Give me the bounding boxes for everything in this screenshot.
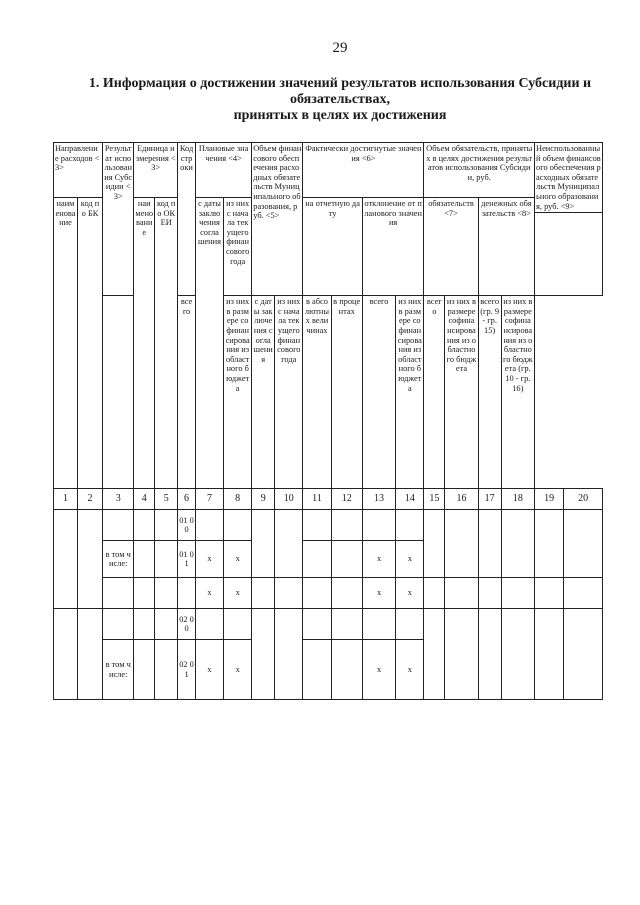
data-cell bbox=[445, 578, 478, 609]
data-cell bbox=[362, 510, 395, 541]
header-unused-total: всего (гр. 9 - гр. 15) bbox=[478, 296, 501, 489]
header-funding-total: всего bbox=[178, 296, 196, 489]
column-number: 5 bbox=[155, 489, 178, 510]
column-number: 4 bbox=[134, 489, 155, 510]
column-number: 8 bbox=[224, 489, 252, 510]
data-cell bbox=[103, 578, 134, 609]
data-cell bbox=[564, 578, 603, 609]
header-unused: Неиспользованный объем финансового обеспечения расходных обязательств Муниципального образования, руб. <9> bbox=[535, 143, 603, 213]
row-code: 02 00 bbox=[178, 609, 196, 640]
x-mark: х bbox=[224, 578, 252, 609]
header-deviation-percent: в процентах bbox=[331, 296, 362, 489]
column-number: 14 bbox=[396, 489, 424, 510]
row-code: 01 00 bbox=[178, 510, 196, 541]
column-number: 19 bbox=[535, 489, 564, 510]
results-table bbox=[53, 142, 603, 700]
data-cell bbox=[424, 609, 445, 700]
x-mark: х bbox=[396, 541, 424, 578]
data-cell bbox=[564, 609, 603, 700]
data-cell bbox=[396, 510, 424, 541]
data-cell bbox=[54, 609, 78, 700]
column-number: 20 bbox=[564, 489, 603, 510]
header-result: Результат использования Субсидии <3> bbox=[103, 143, 134, 296]
header-deviation-absolute: в абсолютных величинах bbox=[303, 296, 331, 489]
column-number: 2 bbox=[78, 489, 103, 510]
x-mark: х bbox=[224, 640, 252, 700]
title-line-1: 1. Информация о достижении значений результатов использования Субсидии и bbox=[88, 76, 592, 91]
column-number: 11 bbox=[303, 489, 331, 510]
data-cell bbox=[501, 609, 534, 700]
header-bk-code: код по БК bbox=[78, 198, 103, 489]
column-number: 9 bbox=[252, 489, 275, 510]
x-mark: х bbox=[396, 578, 424, 609]
column-number: 13 bbox=[362, 489, 395, 510]
data-cell bbox=[103, 609, 134, 640]
data-cell bbox=[178, 578, 196, 609]
data-cell bbox=[331, 541, 362, 578]
header-actual: Фактически достигнутые значения <6> bbox=[303, 143, 424, 198]
data-cell bbox=[396, 609, 424, 640]
header-unit: Единица измерения <3> bbox=[134, 143, 178, 198]
data-cell bbox=[535, 609, 564, 700]
column-number: 3 bbox=[103, 489, 134, 510]
data-cell bbox=[303, 609, 331, 640]
column-number: 17 bbox=[478, 489, 501, 510]
data-cell bbox=[275, 578, 303, 609]
data-cell bbox=[134, 510, 155, 541]
data-cell bbox=[362, 609, 395, 640]
header-planned: Плановые значения <4> bbox=[195, 143, 251, 198]
data-cell bbox=[445, 609, 478, 700]
header-obligations-cofin: из них в размере софинансирования из областного бюджета bbox=[396, 296, 424, 489]
data-cell bbox=[275, 609, 303, 700]
data-cell bbox=[155, 609, 178, 640]
title-line-2: обязательствах, bbox=[290, 92, 390, 107]
row-code: 01 01 bbox=[178, 541, 196, 578]
column-number: 16 bbox=[445, 489, 478, 510]
header-unused-cofin: из них в размере софинансирования из областного бюджета (гр. 10 - гр. 16) bbox=[501, 296, 534, 489]
header-funding-cofin: из них в размере софинансирования из областного бюджета bbox=[224, 296, 252, 489]
x-mark: х bbox=[362, 578, 395, 609]
data-cell bbox=[535, 510, 564, 578]
data-cell bbox=[134, 640, 155, 700]
x-mark: х bbox=[195, 640, 223, 700]
incl-label: в том числе: bbox=[103, 541, 134, 578]
header-planned-from-year-start: из них с начала текущего финансового года bbox=[224, 198, 252, 296]
data-cell bbox=[252, 578, 275, 609]
header-direction: Направление расходов <3> bbox=[54, 143, 103, 198]
column-number: 6 bbox=[178, 489, 196, 510]
column-number: 18 bbox=[501, 489, 534, 510]
header-planned-from-agreement: с даты заключения соглашения bbox=[195, 198, 223, 489]
header-unused-cont bbox=[535, 213, 603, 296]
header-unit-name: наименование bbox=[134, 198, 155, 489]
data-cell bbox=[564, 510, 603, 578]
data-cell bbox=[331, 578, 362, 609]
data-cell bbox=[134, 609, 155, 640]
data-cell bbox=[478, 510, 501, 578]
header-funding: Объем финансового обеспечения расходных обязательств Муниципального образования, руб. <5> bbox=[252, 143, 303, 296]
data-cell bbox=[155, 640, 178, 700]
page-number: 29 bbox=[332, 40, 348, 56]
data-cell bbox=[78, 510, 103, 609]
data-cell bbox=[252, 510, 275, 578]
data-cell bbox=[275, 510, 303, 578]
data-cell bbox=[195, 510, 223, 541]
data-cell bbox=[303, 510, 331, 541]
column-number: 10 bbox=[275, 489, 303, 510]
data-cell bbox=[331, 510, 362, 541]
data-cell bbox=[134, 541, 155, 578]
data-cell bbox=[535, 578, 564, 609]
data-cell bbox=[478, 609, 501, 700]
data-cell bbox=[155, 510, 178, 541]
data-cell bbox=[303, 640, 331, 700]
data-cell bbox=[195, 609, 223, 640]
data-cell bbox=[134, 578, 155, 609]
data-cell bbox=[224, 510, 252, 541]
data-cell bbox=[252, 609, 275, 700]
header-okei: код по ОКЕИ bbox=[155, 198, 178, 489]
x-mark: х bbox=[362, 640, 395, 700]
header-monetary: денежных обязательств <8> bbox=[478, 198, 534, 296]
column-number: 7 bbox=[195, 489, 223, 510]
data-cell bbox=[103, 510, 134, 541]
data-cell bbox=[303, 541, 331, 578]
data-cell bbox=[54, 510, 78, 609]
header-code: Код строки bbox=[178, 143, 196, 296]
header-obligations-col: обязательств <7> bbox=[424, 198, 478, 296]
data-cell bbox=[303, 578, 331, 609]
page-title bbox=[60, 76, 620, 124]
data-cell bbox=[424, 510, 445, 578]
column-number: 12 bbox=[331, 489, 362, 510]
header-deviation: отклонение от планового значения bbox=[362, 198, 424, 296]
x-mark: х bbox=[195, 578, 223, 609]
header-obligations-total: всего bbox=[362, 296, 395, 489]
header-actual-from-agreement: с даты заключения соглашения bbox=[252, 296, 275, 489]
data-cell bbox=[501, 578, 534, 609]
title-line-3: принятых в целях их достижения bbox=[233, 108, 447, 123]
x-mark: х bbox=[362, 541, 395, 578]
x-mark: х bbox=[396, 640, 424, 700]
header-direction-name: наименование bbox=[54, 198, 78, 489]
incl-label: в том числе: bbox=[103, 640, 134, 700]
data-cell bbox=[155, 541, 178, 578]
x-mark: х bbox=[224, 541, 252, 578]
header-actual-from-year-start: из них с начала текущего финансового года bbox=[275, 296, 303, 489]
data-cell bbox=[224, 609, 252, 640]
header-on-reporting-date: на отчетную дату bbox=[303, 198, 362, 296]
column-number: 1 bbox=[54, 489, 78, 510]
data-cell bbox=[331, 640, 362, 700]
header-monetary-cofin: из них в размере софинансирования из областного бюджета bbox=[445, 296, 478, 489]
data-cell bbox=[445, 510, 478, 578]
data-cell bbox=[478, 578, 501, 609]
data-cell bbox=[78, 609, 103, 700]
header-obligations: Объем обязательств, принятых в целях достижения результатов использования Субсидии, руб. bbox=[424, 143, 535, 198]
row-code: 02 01 bbox=[178, 640, 196, 700]
x-mark: х bbox=[195, 541, 223, 578]
header-planned-year-cont bbox=[103, 296, 134, 489]
header-monetary-total: всего bbox=[424, 296, 445, 489]
column-number: 15 bbox=[424, 489, 445, 510]
data-cell bbox=[424, 578, 445, 609]
data-cell bbox=[331, 609, 362, 640]
data-cell bbox=[501, 510, 534, 578]
data-cell bbox=[155, 578, 178, 609]
